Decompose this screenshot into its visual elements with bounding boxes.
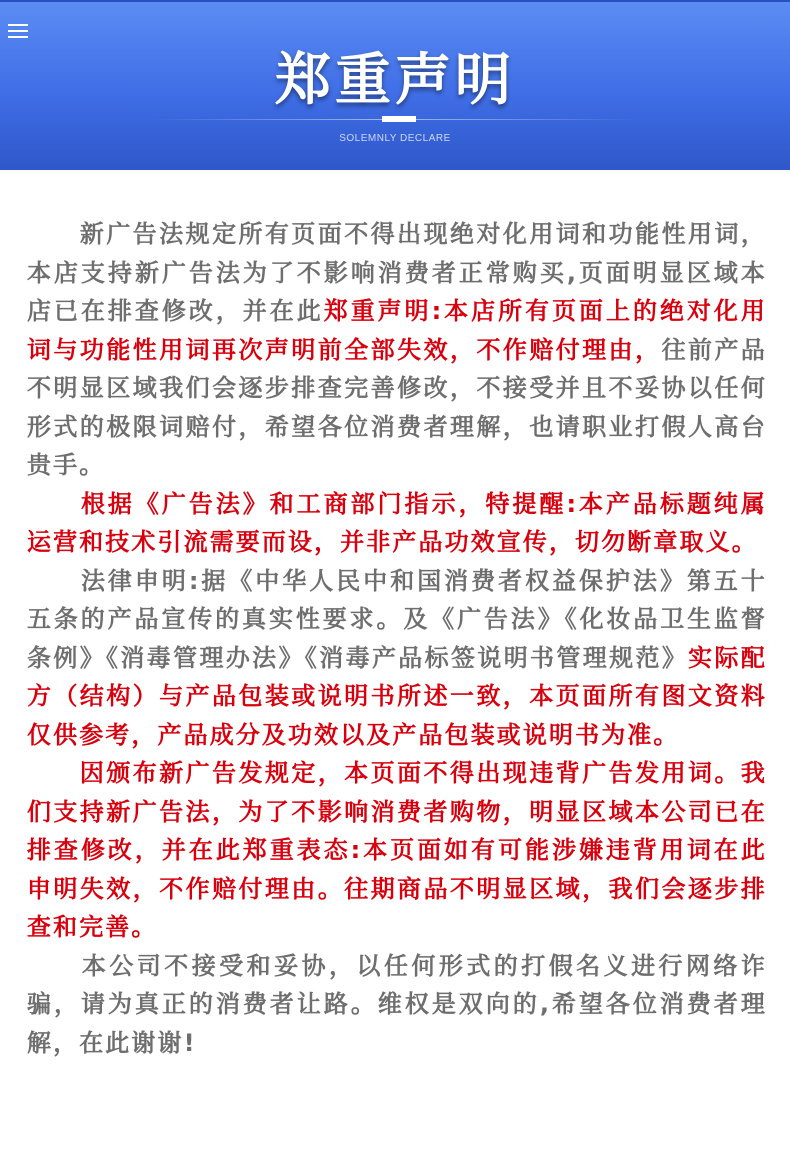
declaration-body xyxy=(27,215,767,1062)
paragraph-highlight-text: 因颁布新广告发规定，本页面不得出现违背广告发用词。我们支持新广告法，为了不影响消费者购物，明显区域本公司已在排查修改，并在此郑重表态:本页面如有可能涉嫌违背用词在此申明失效，不作赔付理由。往期商品不明显区域，我们会逐步排查和完善。 xyxy=(27,759,767,941)
title-divider-accent xyxy=(382,116,416,122)
paragraph-highlight-text: 郑重声明:本店所有页面上的绝对化用词与功能性用词再次声明前全部失效，不作赔付理由， xyxy=(27,297,767,364)
paragraph-highlight-text: 根据《广告法》和工商部门指示，特提醒:本产品标题纯属运营和技术引流需要而设，并非产品功效宣传，切勿断章取义。 xyxy=(27,489,767,556)
paragraph-text: 本公司不接受和妥协，以任何形式的打假名义进行网络诈骗，请为真正的消费者让路。维权是双向的,希望各位消费者理解，在此谢谢! xyxy=(27,951,767,1057)
declaration-paragraph xyxy=(27,947,767,1063)
page-subtitle: SOLEMNLY DECLARE xyxy=(339,133,451,144)
declaration-paragraph xyxy=(27,754,767,947)
menu-bar-line xyxy=(8,30,28,32)
paragraph-text: 往前产品不明显区域我们会逐步排查完善修改，不接受并且不妥协以任何形式的极限词赔付，希望各位消费者理解，也请职业打假人高台贵手。 xyxy=(27,335,767,479)
page-title: 郑重声明 xyxy=(275,48,515,113)
declaration-paragraph xyxy=(27,562,767,755)
menu-bar-line xyxy=(8,24,28,26)
paragraph-highlight-text: 实际配方（结构）与产品包装或说明书所述一致，本页面所有图文资料仅供参考，产品成分及功效以及产品包装或说明书为准。 xyxy=(27,643,767,749)
declaration-paragraph xyxy=(27,485,767,562)
page-header xyxy=(0,0,790,170)
declaration-paragraph xyxy=(27,215,767,485)
paragraph-text: 新广告法规定所有页面不得出现绝对化用词和功能性用词，本店支持新广告法为了不影响消费者正常购买,页面明显区域本店已在排查修改，并在此 xyxy=(27,220,767,325)
paragraph-text: 法律申明:据《中华人民中和国消费者权益保护法》第五十五条的产品宣传的真实性要求。及《广告法》《化妆品卫生监督条例》《消毒管理办法》《消毒产品标签说明书管理规范》 xyxy=(27,566,767,672)
